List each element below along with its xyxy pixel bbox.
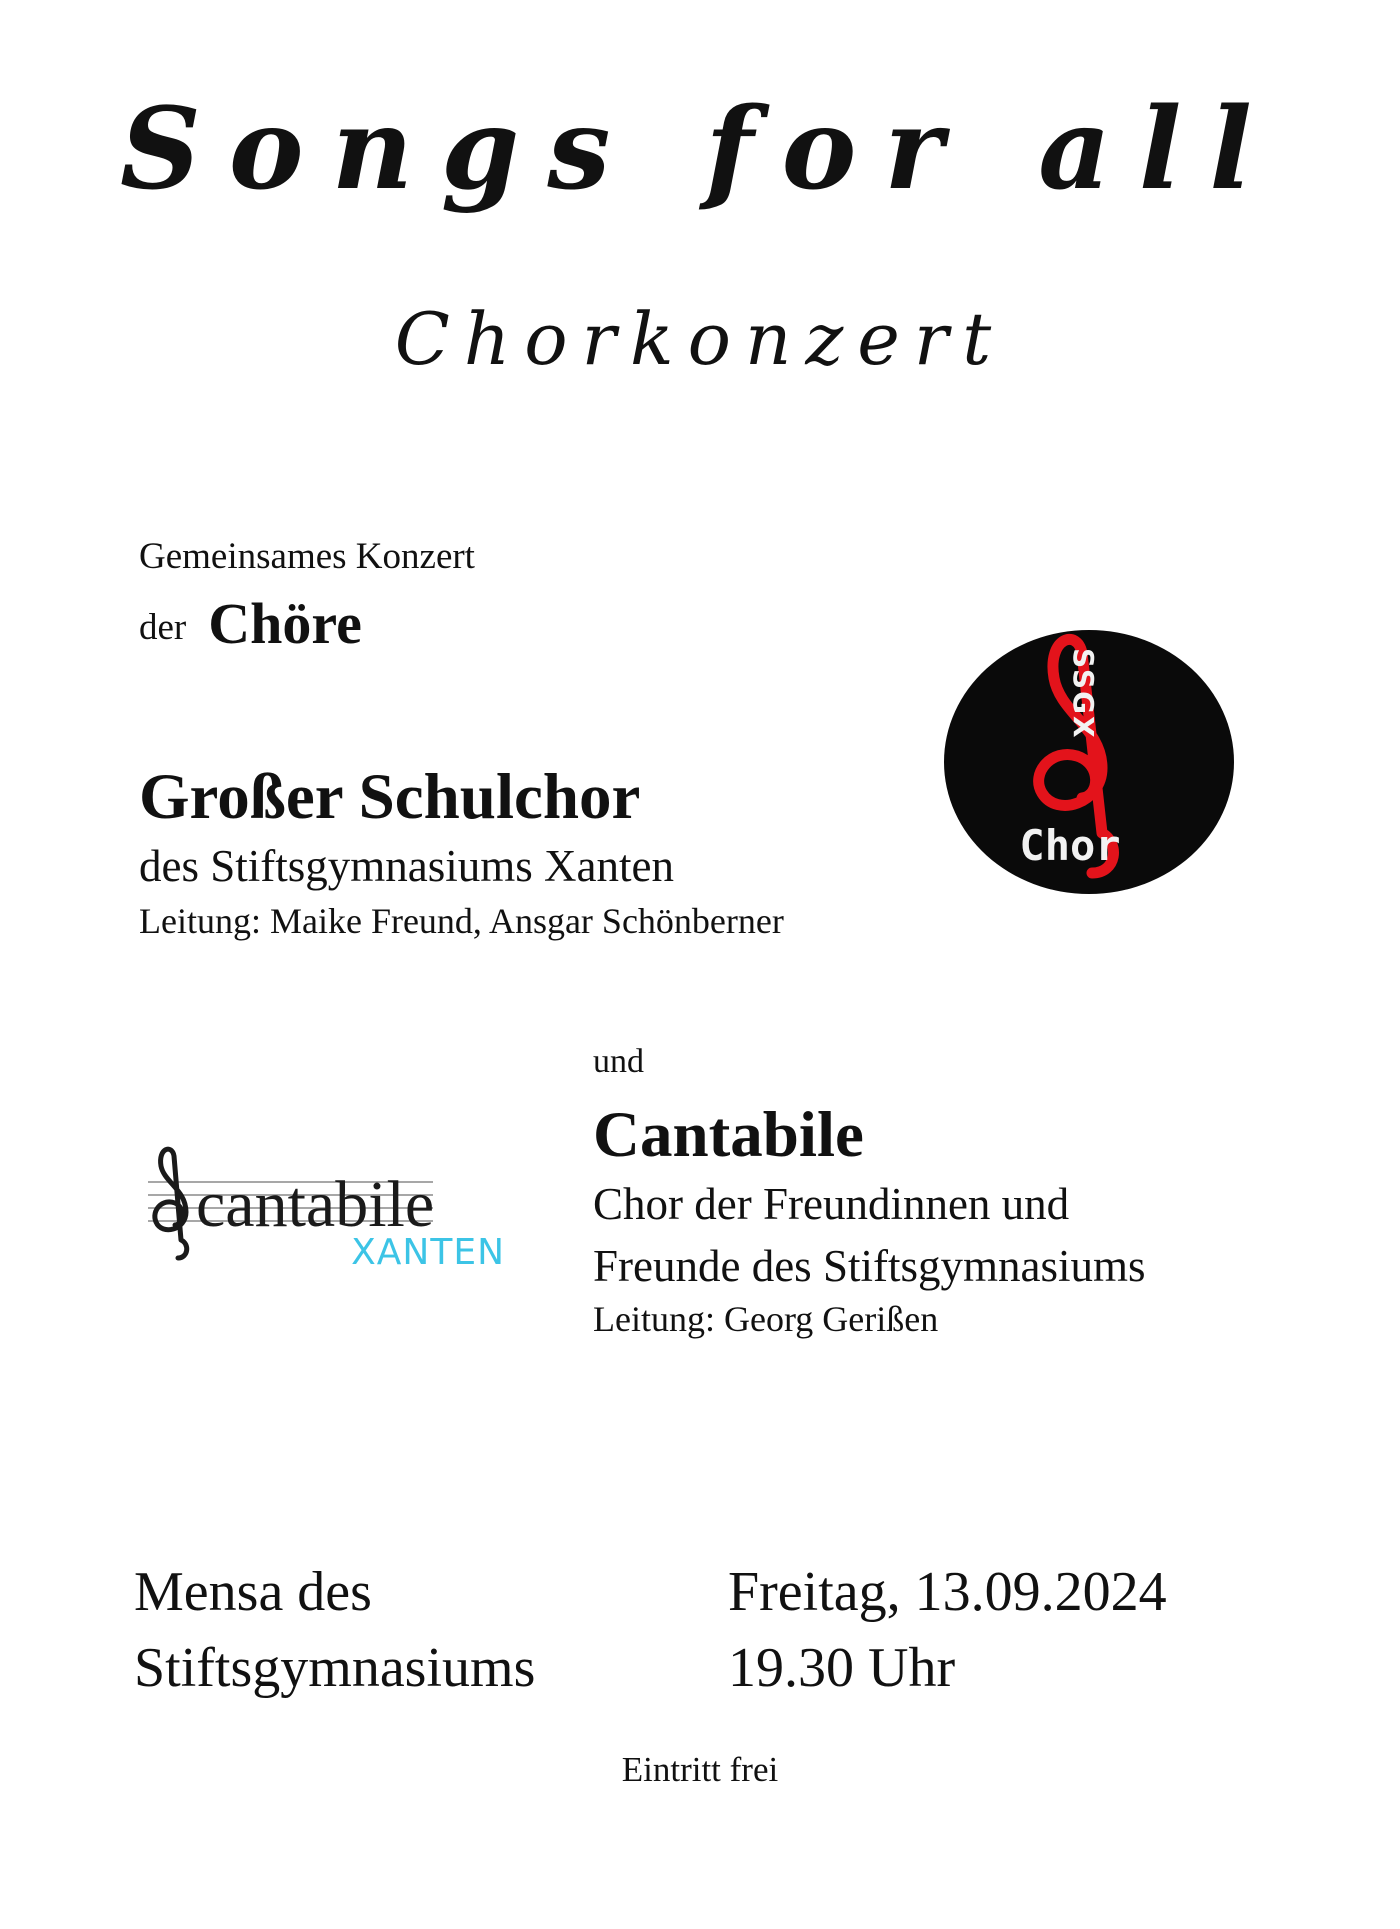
admission-note: Eintritt frei: [621, 1750, 779, 1789]
intro-prefix: der: [139, 607, 187, 648]
cantabile-xanten-logo: [148, 1140, 528, 1280]
choir2-leadership: Leitung: Georg Gerißen: [593, 1299, 939, 1339]
choir1-leadership: Leitung: Maike Freund, Ansgar Schönberner: [139, 901, 784, 941]
logo-text-vertical: SSGX: [1067, 648, 1100, 740]
event-date: Freitag, 13.09.2024: [728, 1561, 1167, 1623]
choir2-subtitle-line2: Freunde des Stiftsgymnasiums: [593, 1241, 1146, 1291]
xanten-wordmark: XANTEN: [351, 1232, 505, 1273]
cantabile-wordmark: cantabile: [196, 1168, 435, 1241]
logo-text-chor: Chor: [1019, 821, 1121, 870]
treble-clef-icon: [155, 1149, 187, 1258]
venue-line2: Stiftsgymnasiums: [134, 1637, 536, 1699]
choir2-name: Cantabile: [593, 1099, 864, 1171]
venue-line1: Mensa des: [134, 1561, 372, 1623]
intro-emphasis: Chöre: [208, 591, 362, 656]
choir1-subtitle: des Stiftsgymnasiums Xanten: [139, 841, 674, 891]
poster-subtitle: Chorkonzert: [394, 297, 1006, 381]
choir2-subtitle-line1: Chor der Freundinnen und: [593, 1179, 1070, 1229]
intro-line: Gemeinsames Konzert: [139, 536, 475, 577]
connector-text: und: [593, 1043, 644, 1080]
ssgx-chor-logo: [942, 628, 1237, 896]
choir1-name: Großer Schulchor: [139, 761, 641, 833]
intro-line-choirs: [139, 590, 362, 657]
event-time: 19.30 Uhr: [728, 1637, 956, 1699]
poster-title: Songs for all: [120, 84, 1280, 215]
